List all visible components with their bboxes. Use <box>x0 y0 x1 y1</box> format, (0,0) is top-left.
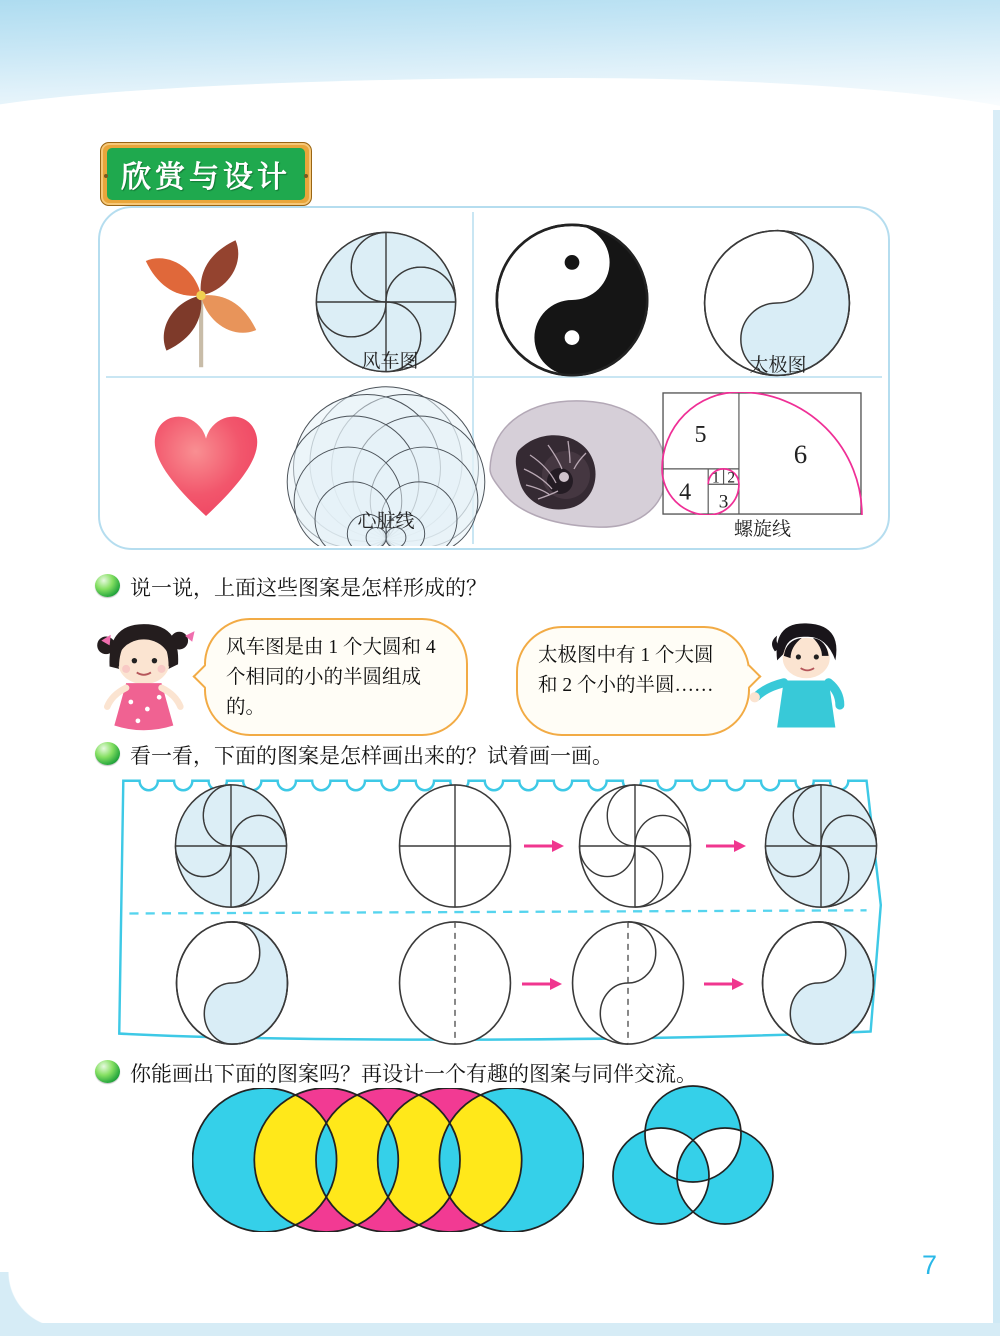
spiral-caption: 螺旋线 <box>733 519 791 540</box>
taiji-example-shaded <box>173 918 291 1048</box>
pinwheel-toy-image <box>132 232 270 370</box>
prompt-3 <box>95 1058 955 1088</box>
fibonacci-spiral-diagram <box>658 392 866 515</box>
taiji-bw-diagram <box>492 220 652 380</box>
fib-label-3: 3 <box>718 491 729 513</box>
screw-dot <box>304 174 308 178</box>
arrow-right-icon <box>522 838 566 854</box>
section-title: 欣赏与设计 <box>107 148 305 200</box>
taiji-step2-scurve <box>569 918 687 1048</box>
fib-label-4: 4 <box>679 479 692 506</box>
section-title-badge <box>100 142 312 206</box>
prompt-2-text: 看一看，下面的图案是怎样画出来的？试着画一画。 <box>130 744 613 768</box>
fib-label-2: 2 <box>727 469 736 487</box>
fib-label-5: 5 <box>694 421 707 448</box>
boy-character <box>748 616 860 736</box>
cardioid-caption: 心脏线 <box>357 511 415 532</box>
pinwheel-step1-cross <box>396 781 514 911</box>
boy-speech-bubble <box>516 626 750 736</box>
girl-character <box>86 614 204 738</box>
girl-speech-text: 风车图是由 1 个大圆和 4 个相同的小的半圆组成的。 <box>226 637 436 719</box>
five-circle-chain-design <box>192 1088 584 1232</box>
boy-speech-text: 太极图中有 1 个大圆和 2 个小的半圆…… <box>538 645 714 697</box>
arrow-right-icon <box>704 838 748 854</box>
pinwheel-caption: 风车图 <box>361 351 419 372</box>
arrow-right-icon <box>520 976 564 992</box>
prompt-1-text: 说一说，上面这些图案是怎样形成的？ <box>130 576 487 600</box>
green-ball-icon <box>95 574 120 597</box>
taiji-step1-dashed <box>396 918 514 1048</box>
fib-label-6: 6 <box>793 439 808 470</box>
pinwheel-example-shaded <box>172 781 290 911</box>
nautilus-image <box>478 390 678 542</box>
screw-dot <box>104 174 108 178</box>
green-ball-icon <box>95 742 120 765</box>
three-circle-design <box>600 1082 786 1228</box>
page-corner-bottom-left <box>0 1272 64 1336</box>
green-ball-icon <box>95 1060 120 1083</box>
page-bottom-edge <box>0 1323 1000 1336</box>
page-right-edge <box>993 110 1000 1336</box>
prompt-1 <box>95 572 795 602</box>
arrow-right-icon <box>702 976 746 992</box>
pinwheel-step2-curves <box>576 781 694 911</box>
fib-label-1: 1 <box>712 469 720 487</box>
taiji-step3-shaded <box>759 918 877 1048</box>
prompt-3-text: 你能画出下面的图案吗？再设计一个有趣的图案与同伴交流。 <box>130 1062 697 1086</box>
pinwheel-step3-shaded <box>762 781 880 911</box>
girl-speech-bubble <box>204 618 468 736</box>
taiji-caption: 太极图 <box>749 355 807 376</box>
page-number: 7 <box>922 1250 938 1280</box>
heart-image <box>136 396 276 524</box>
